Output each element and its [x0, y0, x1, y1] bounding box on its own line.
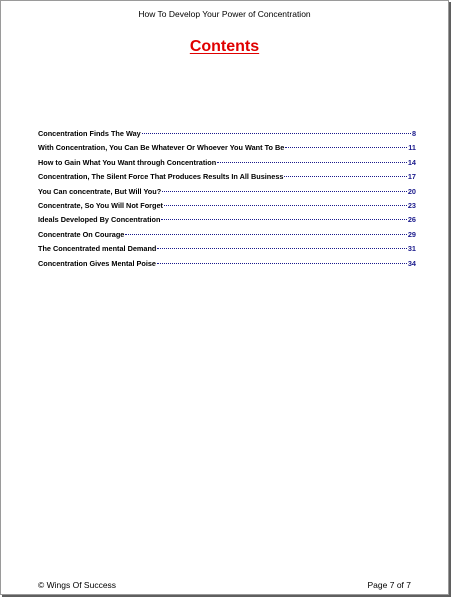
toc-entry[interactable] — [38, 158, 416, 172]
toc-entry-title: Concentration Finds The Way — [38, 129, 141, 138]
toc-entry-title: With Concentration, You Can Be Whatever Or Whoever You Want To Be — [38, 143, 285, 153]
toc-entry[interactable] — [38, 143, 416, 157]
toc-entry-title: Concentration, The Silent Force That Produces Results In All Business — [38, 172, 284, 182]
toc-entry-page: 29 — [407, 229, 416, 239]
toc-entry-page: 20 — [407, 186, 416, 196]
toc-entry-page: 26 — [407, 215, 416, 225]
toc-entry-page: 23 — [407, 200, 416, 210]
toc-entry[interactable] — [38, 187, 416, 201]
toc-entry-title: The Concentrated mental Demand — [38, 244, 157, 254]
toc-entry-page: 31 — [407, 244, 416, 254]
toc-entry-page: 14 — [407, 157, 416, 167]
toc-leader — [217, 162, 407, 163]
footer-page-indicator: Page 7 of 7 — [367, 580, 411, 590]
toc-leader — [284, 176, 406, 177]
toc-leader — [161, 219, 406, 220]
toc-entry-page: 8 — [411, 129, 416, 138]
running-header: How To Develop Your Power of Concentration — [138, 9, 311, 19]
toc-entry-title: You Can concentrate, But Will You? — [38, 186, 162, 196]
toc-entry-title: Concentration Gives Mental Poise — [38, 258, 156, 268]
toc-entry-page: 11 — [408, 143, 416, 153]
toc-leader — [142, 133, 411, 134]
toc-entry-title: How to Gain What You Want through Concentration — [38, 157, 217, 167]
contents-heading — [1, 37, 448, 57]
toc-entry[interactable] — [38, 244, 416, 258]
toc-entry[interactable] — [38, 129, 416, 143]
toc-entry[interactable] — [38, 230, 416, 244]
toc-entry-title: Concentrate On Courage — [38, 229, 125, 239]
toc-leader — [162, 191, 407, 192]
contents-heading-text: Contents — [189, 38, 260, 55]
toc-entry[interactable] — [38, 172, 416, 186]
toc-entry-title: Concentrate, So You Will Not Forget — [38, 200, 163, 210]
toc-entry-page: 34 — [407, 258, 416, 268]
toc-leader — [157, 248, 406, 249]
footer-copyright: © Wings Of Success — [38, 580, 117, 590]
table-of-contents — [38, 129, 416, 273]
toc-entry[interactable] — [38, 259, 416, 273]
toc-entry[interactable] — [38, 201, 416, 215]
toc-leader — [125, 234, 407, 235]
toc-leader — [164, 205, 407, 206]
toc-leader — [285, 147, 407, 148]
toc-leader — [157, 263, 407, 264]
toc-entry[interactable] — [38, 215, 416, 229]
toc-entry-title: Ideals Developed By Concentration — [38, 215, 161, 225]
toc-entry-page: 17 — [407, 172, 416, 182]
